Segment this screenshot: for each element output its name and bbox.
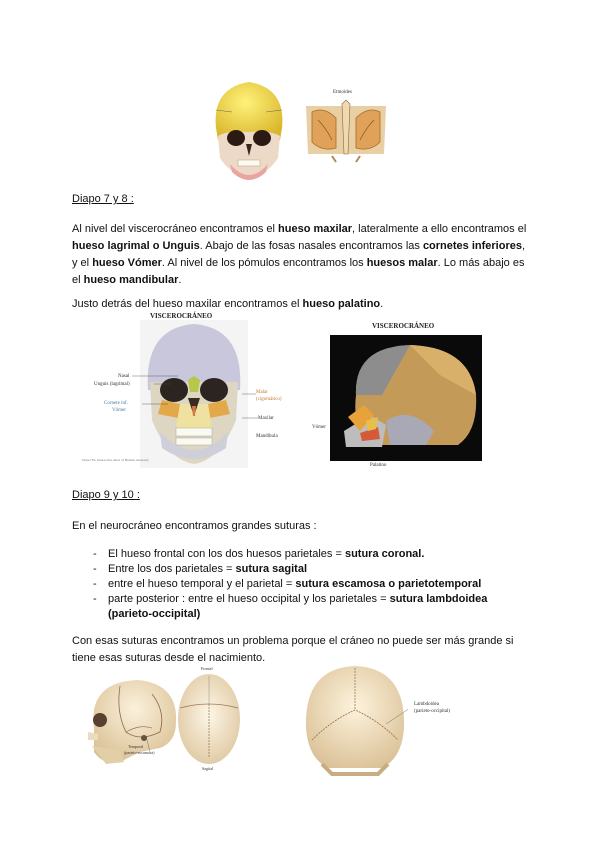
- ethmoid-image: [302, 98, 390, 164]
- label-frontal: Frontal: [201, 666, 213, 671]
- text-run: , y el: [72, 240, 526, 269]
- text-run: . Lo más abajo es el: [72, 257, 525, 286]
- figure-title-viscerocraneo-1: VISCEROCRÁNEO: [150, 312, 213, 320]
- bold-term: sutura escamosa o parietotemporal: [295, 578, 482, 590]
- viscerocranium-lateral-image: [330, 335, 482, 461]
- sutures-list: [93, 547, 533, 622]
- label-nasal: Nasal: [118, 374, 130, 379]
- etmoides-label: Etmoides: [333, 90, 352, 95]
- section-heading-diapo-9-10: Diapo 9 y 10 :: [72, 489, 140, 501]
- text-run: . Al nivel de los pómulos encontramos los: [161, 257, 367, 269]
- bold-term: sutura lambdoidea (parieto-occipital): [108, 593, 488, 620]
- bold-term: hueso palatino: [302, 298, 381, 310]
- text-run: .: [380, 298, 384, 310]
- label-vomer-lateral: Vómer: [312, 425, 326, 430]
- bold-term: hueso lagrimal o Unguis: [72, 240, 200, 252]
- bold-term: hueso Vómer: [92, 257, 162, 269]
- label-unguis: Unguis (lagrimal): [94, 382, 130, 387]
- list-item: [93, 592, 533, 622]
- label-cigomatico: (cigomático): [256, 397, 282, 402]
- list-item: [93, 562, 533, 577]
- label-parieto-escamosa: (parieto-escamosa): [124, 750, 155, 755]
- skull-lateral-image: [80, 676, 180, 770]
- label-temporal: Temporal: [128, 744, 144, 749]
- bold-term: sutura coronal.: [344, 548, 425, 560]
- skull-posterior-image: [302, 664, 408, 776]
- text-run: Entre los dos parietales =: [108, 563, 236, 575]
- leader-lines-fig3: [128, 370, 258, 420]
- figure-title-viscerocraneo-2: VISCEROCRÁNEO: [372, 322, 435, 330]
- text-run: entre el hueso temporal y el parietal =: [108, 578, 296, 590]
- label-lambdoidea: Lambdoidea: [414, 702, 439, 707]
- bold-term: sutura sagital: [235, 563, 308, 575]
- section-heading-diapo-7-8: Diapo 7 y 8 :: [72, 193, 134, 205]
- label-cornete: Cornete inf.: [104, 401, 128, 406]
- text-run: parte posterior : entre el hueso occipital y los parietales =: [108, 593, 390, 605]
- bold-term: hueso mandibular: [83, 274, 179, 286]
- text-run: , lateralmente a ello encontramos el: [352, 223, 527, 235]
- label-parieto-occipital: (parieto-occipital): [414, 709, 451, 714]
- text-run: Al nivel del viscerocráneo encontramos el: [72, 223, 279, 235]
- bold-term: cornetes inferiores: [422, 240, 522, 252]
- text-run: El hueso frontal con los dos huesos parietales =: [108, 548, 345, 560]
- text-run: Justo detrás del hueso maxilar encontramos el: [72, 298, 303, 310]
- paragraph-suturas-intro: En el neurocráneo encontramos grandes suturas :: [72, 520, 317, 532]
- text-run: . Abajo de las fosas nasales encontramos las: [199, 240, 423, 252]
- label-maxilar: Maxilar: [258, 416, 274, 421]
- paragraph-palatino: [72, 296, 532, 313]
- paragraph-suturas-closing: Con esas suturas encontramos un problema porque el cráneo no puede ser más grande si tiene esas suturas desde el nacimiento.: [72, 635, 514, 664]
- bold-term: hueso maxilar: [278, 223, 353, 235]
- list-item: [93, 577, 533, 592]
- bold-term: huesos malar: [366, 257, 438, 269]
- text-run: .: [178, 274, 182, 286]
- label-vomer: Vómer: [112, 408, 126, 413]
- list-item: [93, 547, 533, 562]
- paragraph-viscerocraneo: [72, 221, 532, 289]
- skull-front-image: [208, 78, 290, 188]
- label-sagital: Sagital: [202, 766, 214, 771]
- label-mandibula: Mandíbula: [256, 434, 278, 439]
- figure-credit: Netter Fh. Interactive Atlas of Human Anatomy: [82, 458, 149, 462]
- label-malar: Malar: [256, 390, 268, 395]
- label-palatino: Palatino: [370, 463, 387, 468]
- skull-superior-image: [176, 672, 242, 766]
